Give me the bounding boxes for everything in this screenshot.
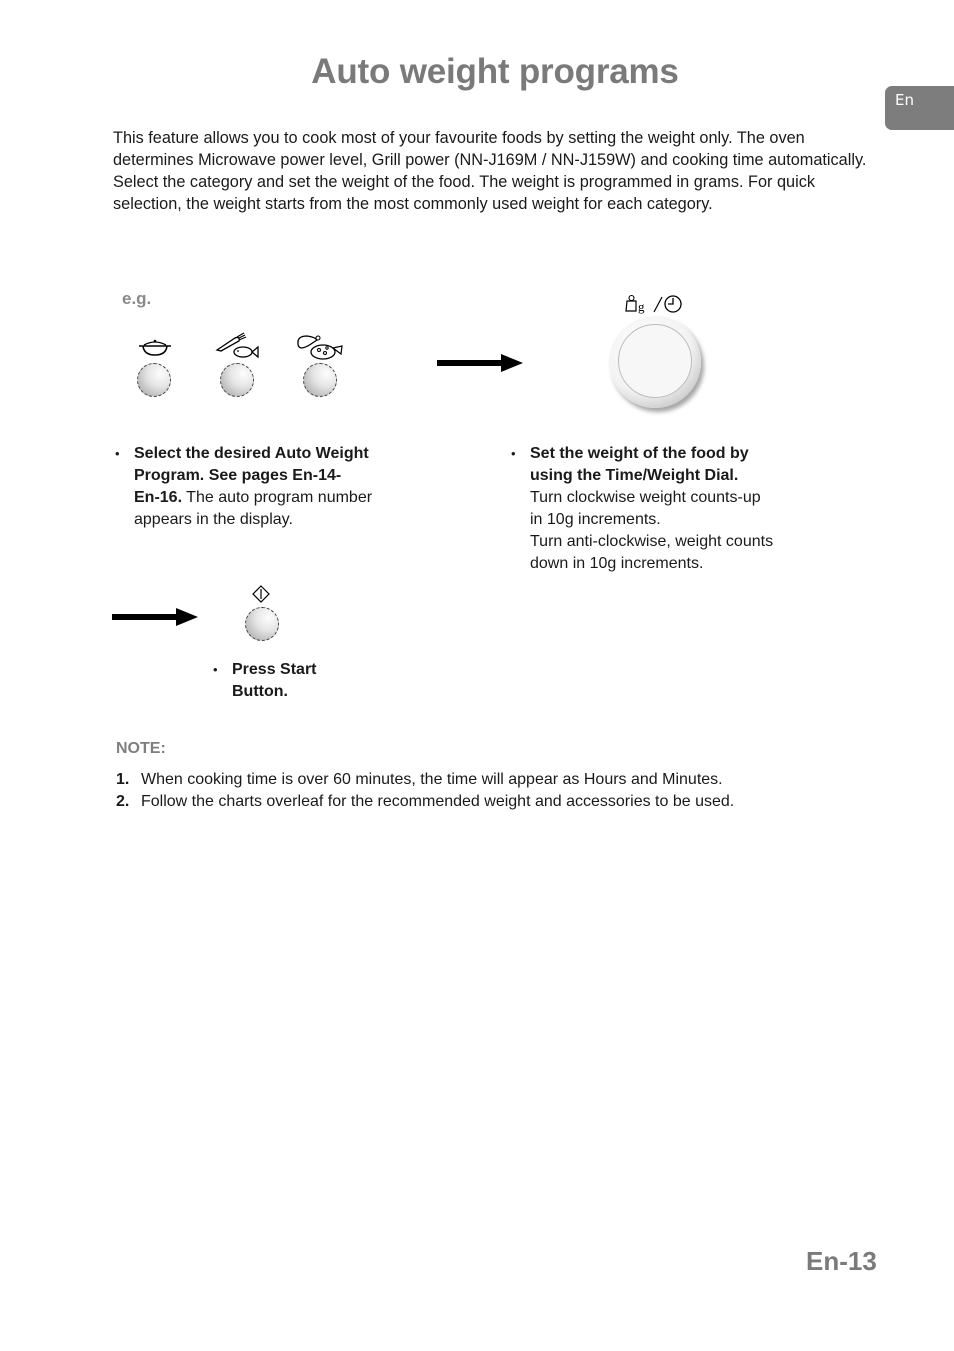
casserole-pot-icon <box>136 338 174 363</box>
meat-pizza-icon <box>295 334 345 365</box>
step-select-program: • Select the desired Auto Weight Program. See pages En-14- En-16. The auto program number appears in the display. <box>115 445 373 528</box>
time-weight-dial-face[interactable] <box>618 324 692 398</box>
arrow-right-icon <box>437 360 505 366</box>
note-item-1: 1. When cooking time is over 60 minutes, the time will appear as Hours and Minutes. <box>116 771 723 788</box>
auto-program-button-2[interactable] <box>220 363 254 397</box>
carrot-fish-icon <box>215 332 261 365</box>
page-title: Auto weight programs <box>311 52 679 91</box>
start-button[interactable] <box>245 607 279 641</box>
example-label: e.g. <box>122 289 152 308</box>
intro-paragraph: This feature allows you to cook most of your favourite foods by setting the weight only. The oven determines Microwave power level, Grill power (NN-J169M / NN-J159W) and cooking time automatically. Select the category and set the weight of the food. The weight is programmed in grams. For quick selection, the weight starts from the most commonly used weight for each category. <box>113 129 867 213</box>
step-press-start: • Press Start Button. <box>213 661 317 700</box>
svg-text:g: g <box>638 299 645 314</box>
note-label: NOTE: <box>116 740 166 757</box>
auto-program-button-3[interactable] <box>303 363 337 397</box>
arrow-right-icon <box>112 614 180 620</box>
note-item-2: 2. Follow the charts overleaf for the recommended weight and accessories to be used. <box>116 793 735 810</box>
language-tab-label: En <box>895 91 914 109</box>
auto-program-button-1[interactable] <box>137 363 171 397</box>
step-set-weight: • Set the weight of the food by using the Time/Weight Dial. Turn clockwise weight counts-up in 10g increments. Turn anti-clockwise, weight counts down in 10g increments. <box>511 445 774 572</box>
language-tab <box>885 86 954 130</box>
page-number: En-13 <box>806 1246 877 1276</box>
